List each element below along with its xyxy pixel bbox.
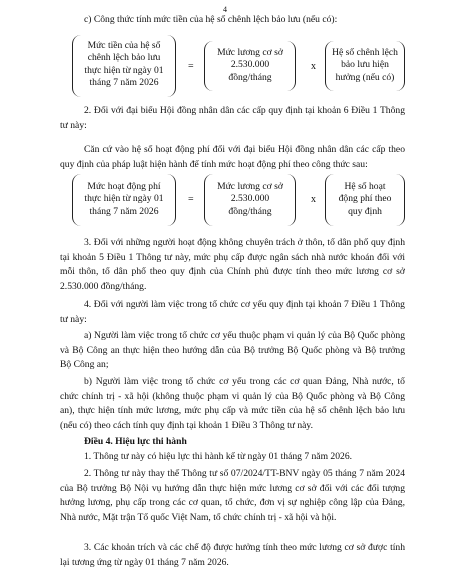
- formula-1-left-term: Mức tiền của hệ số chênh lệch bảo lưu thực hiện từ ngày 01 tháng 7 năm 2026: [84, 40, 164, 89]
- formula-2-equals: =: [188, 194, 194, 205]
- formula-2-times: x: [311, 194, 316, 205]
- article-4-clause-2: 2. Thông tư này thay thế Thông tư số 07/2024/TT-BNV ngày 05 tháng 7 năm 2024 của Bộ trưởng Bộ Nội vụ hướng dẫn thực hiện mức lương cơ sở đối với các đối tượng hưởng lương, phụ cấp trong các cơ quan, tổ chức, đơn vị sự nghiệp công lập của Đảng, Nhà nước, Mặt trận Tổ quốc Việt Nam, tổ chức chính trị - xã hội và hội.: [60, 468, 406, 523]
- formula-1: [60, 33, 405, 99]
- item-2-basis: Căn cứ vào hệ số hoạt động phí đối với đại biểu Hội đồng nhân dân các cấp theo quy định của pháp luật hiện hành để tính mức hoạt động phí theo công thức sau:: [60, 144, 405, 170]
- item-3: 3. Đối với những người hoạt động không chuyên trách ở thôn, tổ dân phố quy định tại khoản 5 Điều 1 Thông tư này, mức phụ cấp được ngân sách nhà nước khoán đối với mỗi thôn, tổ dân phố theo quy định của Chính phủ được tính theo mức lương cơ sở 2.530.000 đồng/tháng.: [60, 237, 405, 292]
- formula-2-right-term: Hệ số hoạt động phí theo quy định: [338, 181, 392, 217]
- formula-2-middle-term: Mức lương cơ sở 2.530.000 đồng/tháng: [217, 181, 283, 217]
- article-4-clause-3: 3. Các khoản trích và các chế độ được hưởng tính theo mức lương cơ sở được tính lại tương ứng từ ngày 01 tháng 7 năm 2026.: [60, 542, 405, 568]
- formula-1-middle-term: Mức lương cơ sở 2.530.000 đồng/tháng: [217, 47, 283, 83]
- clause-c: c) Công thức tính mức tiền của hệ số chênh lệch bảo lưu (nếu có):: [84, 14, 338, 25]
- formula-1-right-term: Hệ số chênh lệch bảo lưu hiện hưởng (nếu có): [332, 47, 398, 83]
- formula-1-equals: =: [188, 61, 194, 72]
- item-2: 2. Đối với đại biểu Hội đồng nhân dân các cấp quy định tại khoản 6 Điều 1 Thông tư này:: [60, 105, 405, 131]
- formula-2: [60, 172, 405, 228]
- item-4: 4. Đối với người làm việc trong tổ chức cơ yếu quy định tại khoản 7 Điều 1 Thông tư này:: [60, 299, 405, 325]
- article-4-heading: Điều 4. Hiệu lực thi hành: [84, 436, 187, 447]
- formula-1-times: x: [311, 61, 316, 72]
- formula-2-left-term: Mức hoạt động phí thực hiện từ ngày 01 tháng 7 năm 2026: [84, 181, 164, 217]
- item-4b: b) Người làm việc trong tổ chức cơ yếu trong các cơ quan Đảng, Nhà nước, tổ chức chính trị - xã hội (không thuộc phạm vi quản lý của Bộ Quốc phòng và Bộ Công an), thực hiện tính mức lương, mức phụ cấp và mức tiền của hệ số chênh lệch bảo lưu (nếu có) theo cách tính quy định tại khoản 1 Điều 3 Thông tư này.: [60, 376, 405, 431]
- item-4a: a) Người làm việc trong tổ chức cơ yếu thuộc phạm vi quản lý của Bộ Quốc phòng và Bộ Công an thực hiện theo hướng dẫn của Bộ trưởng Bộ Quốc phòng và Bộ trưởng Bộ Công an;: [60, 330, 406, 371]
- article-4-clause-1: 1. Thông tư này có hiệu lực thi hành kể từ ngày 01 tháng 7 năm 2026.: [84, 451, 353, 462]
- page-number: 4: [223, 5, 227, 14]
